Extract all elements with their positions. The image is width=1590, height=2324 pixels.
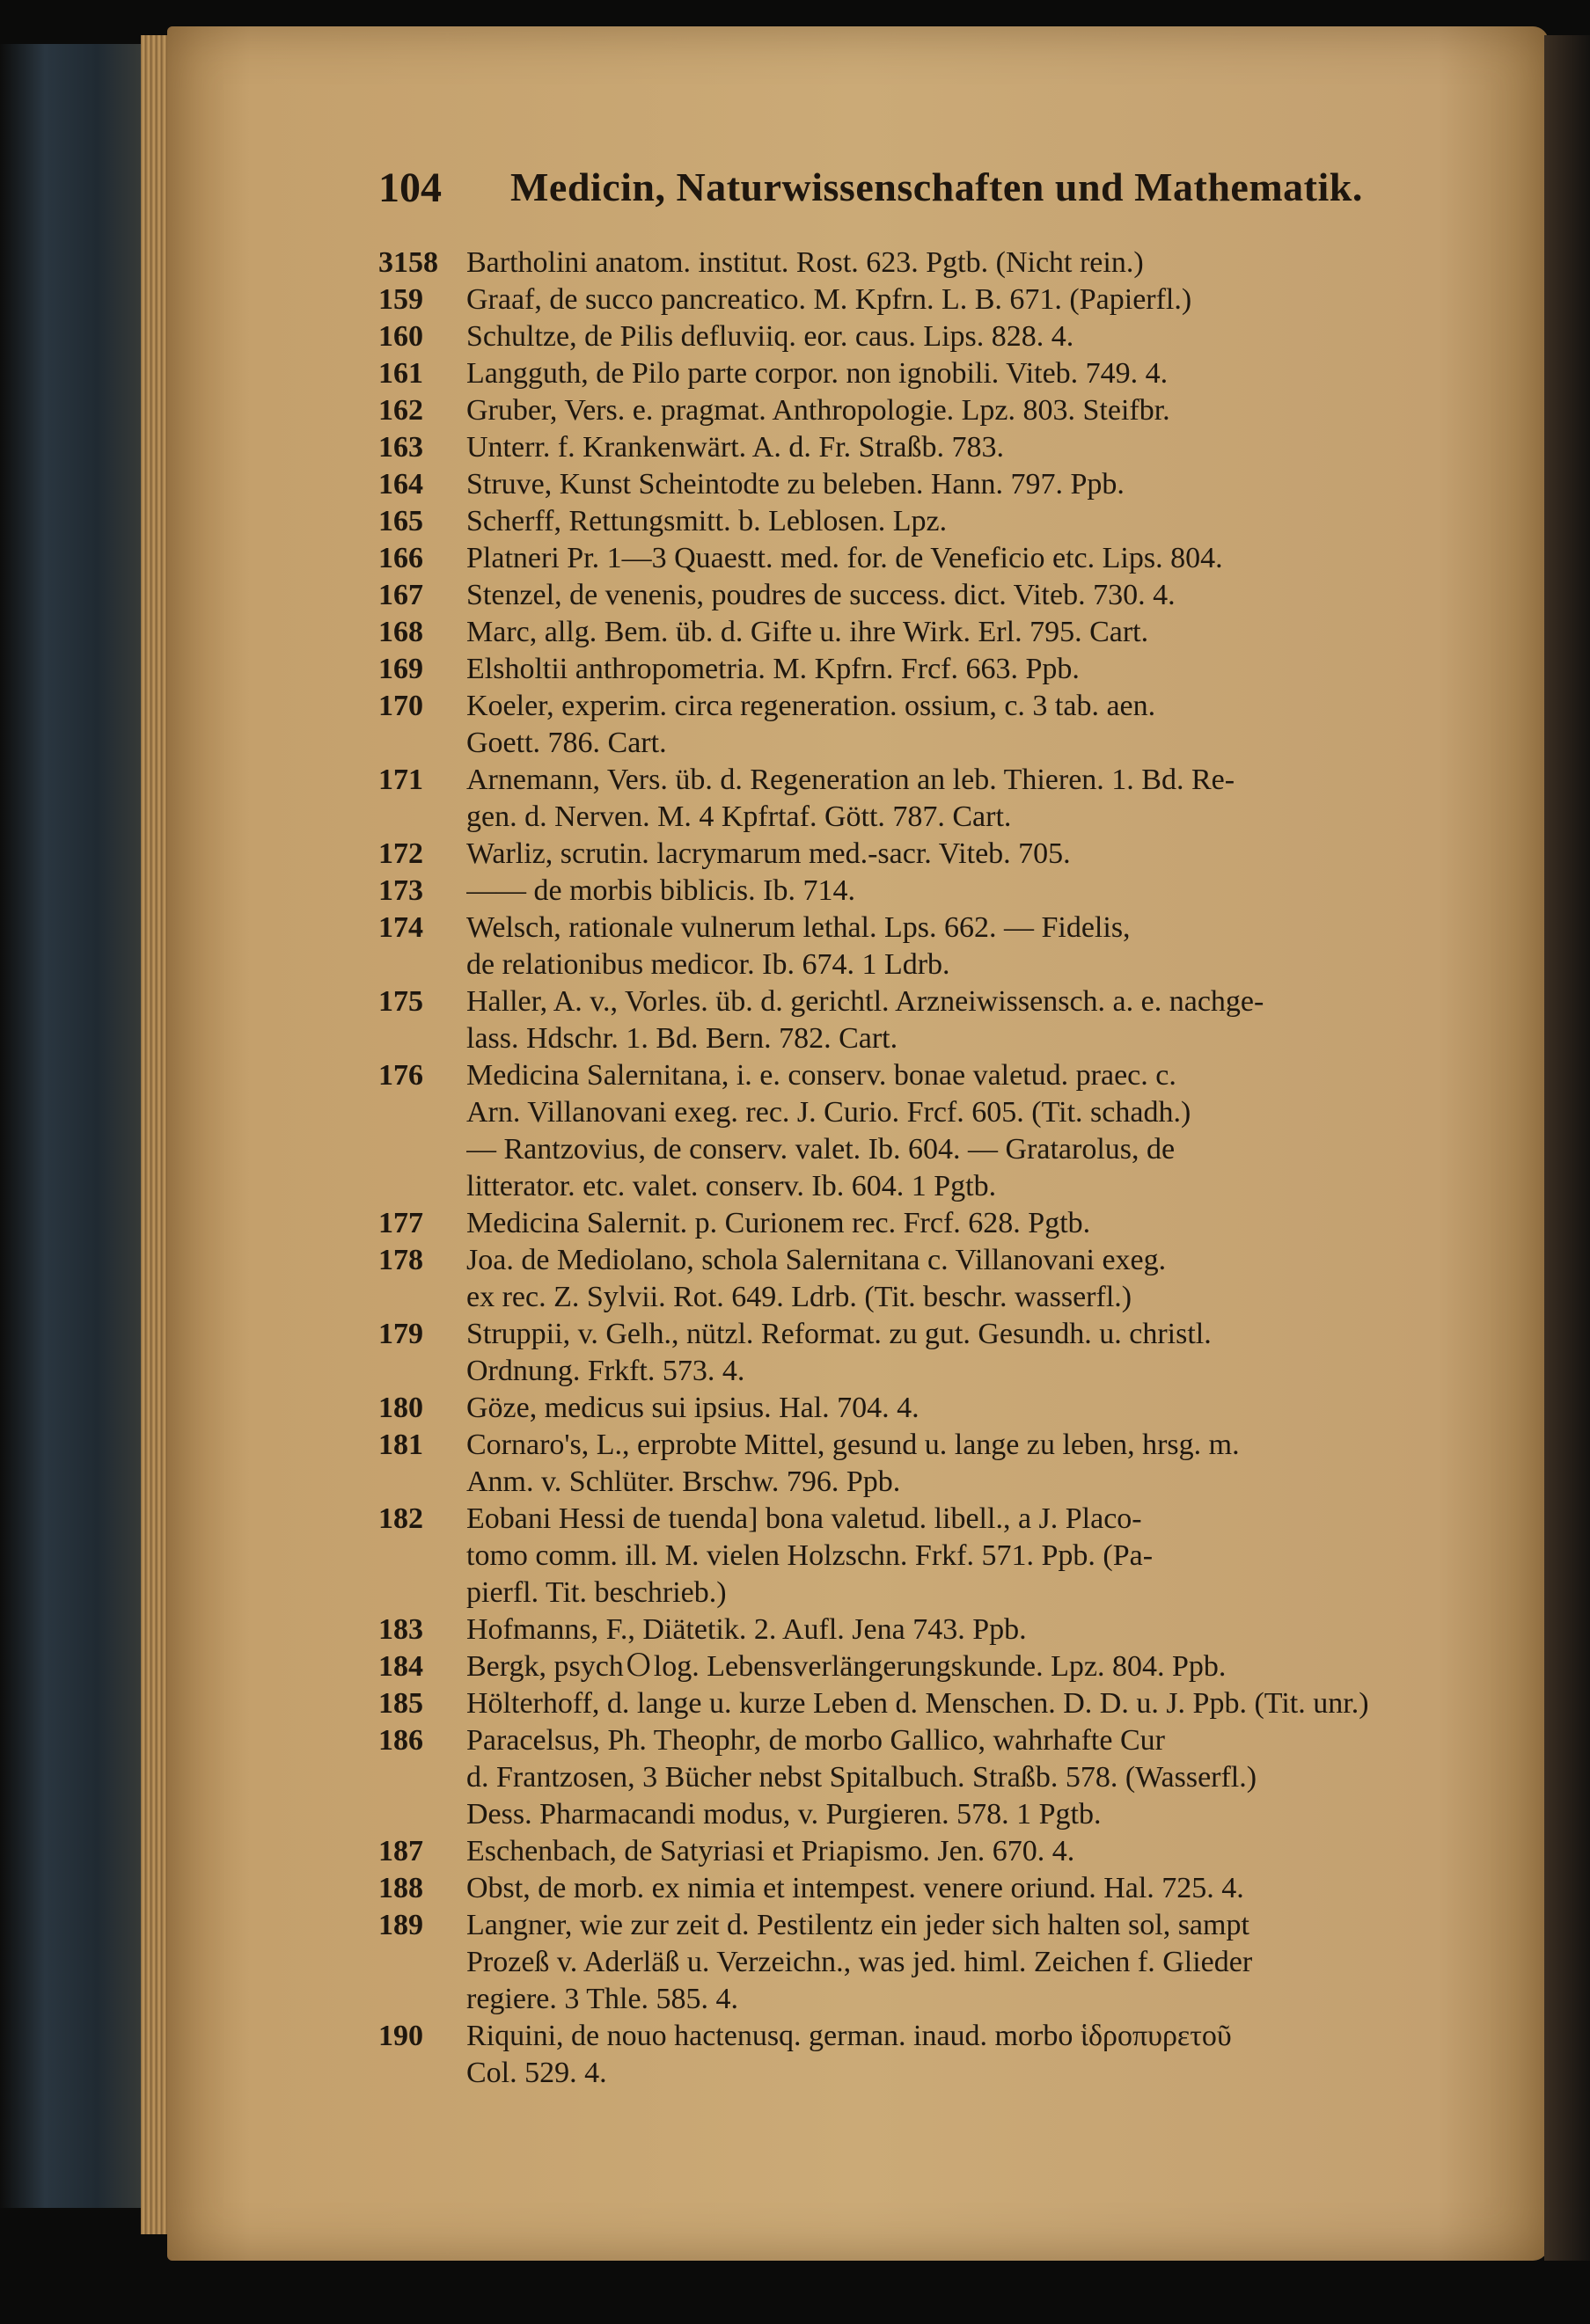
catalog-entry (378, 392, 1487, 429)
entry-line: Eobani Hessi de tuenda] bona valetud. libell., a J. Placo- (466, 1502, 1142, 1535)
entry-text (466, 873, 1487, 910)
entry-text (466, 503, 1487, 540)
entry-number: 167 (378, 579, 423, 611)
entry-line: Medicina Salernit. p. Curionem rec. Frcf. 628. Pgtb. (466, 1207, 1091, 1239)
entry-line: Anm. v. Schlüter. Brschw. 796. Ppb. (466, 1465, 901, 1498)
entry-text (466, 466, 1487, 503)
entry-line: Arn. Villanovani exeg. rec. J. Curio. Frcf. 605. (Tit. schadh.) (466, 1096, 1191, 1129)
catalog-entry (378, 1722, 1487, 1833)
catalog-entry (378, 577, 1487, 614)
entry-number: 188 (378, 1872, 423, 1904)
entry-number: 190 (378, 2020, 423, 2052)
entry-number: 189 (378, 1909, 423, 1941)
entry-number: 187 (378, 1835, 423, 1867)
entry-text (466, 836, 1487, 873)
entry-line: litterator. etc. valet. conserv. Ib. 604. 1 Pgtb. (466, 1170, 997, 1202)
entry-line: Medicina Salernitana, i. e. conserv. bonae valetud. praec. c. (466, 1059, 1176, 1092)
page-header (378, 164, 1363, 225)
entry-number: 184 (378, 1650, 423, 1683)
catalog-entries (378, 245, 1487, 2092)
entry-line: Ordnung. Frkft. 573. 4. (466, 1355, 745, 1387)
catalog-entry (378, 873, 1487, 910)
catalog-entry (378, 318, 1487, 355)
entry-text (466, 910, 1487, 983)
entry-number: 166 (378, 542, 423, 574)
catalog-entry (378, 1316, 1487, 1390)
entry-number: 186 (378, 1724, 423, 1757)
entry-line: Langguth, de Pilo parte corpor. non ignobili. Viteb. 749. 4. (466, 357, 1169, 390)
entry-text (466, 392, 1487, 429)
entry-text (466, 355, 1487, 392)
entry-text (466, 281, 1487, 318)
entry-line: Struppii, v. Gelh., nützl. Reformat. zu gut. Gesundh. u. christl. (466, 1318, 1212, 1350)
catalog-entry (378, 2018, 1487, 2092)
entry-line: Welsch, rationale vulnerum lethal. Lps. 662. — Fidelis, (466, 911, 1131, 944)
entry-number: 185 (378, 1687, 423, 1720)
entry-text (466, 1242, 1487, 1316)
entry-text (466, 614, 1487, 651)
entry-text (466, 1722, 1487, 1833)
entry-line: Haller, A. v., Vorles. üb. d. gerichtl. Arzneiwissensch. a. e. nachge- (466, 985, 1264, 1018)
entry-line: de relationibus medicor. Ib. 674. 1 Ldrb. (466, 948, 950, 981)
entry-text (466, 1648, 1487, 1685)
entry-line: Stenzel, de venenis, poudres de success. dict. Viteb. 730. 4. (466, 579, 1176, 611)
entry-line: Platneri Pr. 1—3 Quaestt. med. for. de Veneficio etc. Lips. 804. (466, 542, 1223, 574)
entry-line: Warliz, scrutin. lacrymarum med.-sacr. Viteb. 705. (466, 837, 1071, 870)
entry-text (466, 429, 1487, 466)
entry-line: Col. 529. 4. (466, 2057, 607, 2089)
entry-text (466, 1501, 1487, 1611)
entry-line: Marc, allg. Bem. üb. d. Gifte u. ihre Wirk. Erl. 795. Cart. (466, 616, 1149, 648)
catalog-entry (378, 281, 1487, 318)
catalog-entry (378, 651, 1487, 688)
entry-line: Schultze, de Pilis defluviiq. eor. caus. Lips. 828. 4. (466, 320, 1074, 353)
catalog-entry (378, 1057, 1487, 1205)
catalog-entry (378, 429, 1487, 466)
catalog-entry (378, 355, 1487, 392)
entry-text (466, 1907, 1487, 2018)
entry-line: Dess. Pharmacandi modus, v. Purgieren. 578. 1 Pgtb. (466, 1798, 1102, 1831)
entry-text (466, 1057, 1487, 1205)
entry-text (466, 762, 1487, 836)
entry-line: ex rec. Z. Sylvii. Rot. 649. Ldrb. (Tit. beschr. wasserfl.) (466, 1281, 1132, 1313)
entry-line: regiere. 3 Thle. 585. 4. (466, 1983, 739, 2015)
entry-text (466, 688, 1487, 762)
catalog-entry (378, 1242, 1487, 1316)
entry-number: 175 (378, 985, 423, 1018)
entry-text (466, 318, 1487, 355)
entry-line: Struve, Kunst Scheintodte zu beleben. Hann. 797. Ppb. (466, 468, 1125, 501)
entry-line: Hölterhoff, d. lange u. kurze Leben d. Menschen. D. D. u. J. Ppb. (Tit. unr.) (466, 1687, 1369, 1720)
entry-line: Göze, medicus sui ipsius. Hal. 704. 4. (466, 1392, 920, 1424)
entry-number: 173 (378, 874, 423, 907)
entry-line: Joa. de Mediolano, schola Salernitana c. Villanovani exeg. (466, 1244, 1167, 1276)
entry-line: Bartholini anatom. institut. Rost. 623. Pgtb. (Nicht rein.) (466, 246, 1144, 279)
catalog-entry (378, 910, 1487, 983)
entry-line: gen. d. Nerven. M. 4 Kpfrtaf. Gött. 787. Cart. (466, 800, 1012, 833)
catalog-entry (378, 540, 1487, 577)
entry-text (466, 983, 1487, 1057)
catalog-entry (378, 1390, 1487, 1427)
entry-number: 180 (378, 1392, 423, 1424)
catalog-entry (378, 1833, 1487, 1870)
entry-number: 168 (378, 616, 423, 648)
entry-text (466, 577, 1487, 614)
page-number: 104 (378, 164, 442, 211)
entry-number: 181 (378, 1429, 423, 1461)
catalog-entry (378, 762, 1487, 836)
catalog-entry (378, 1205, 1487, 1242)
entry-line: Riquini, de nouo hactenusq. german. inaud. morbo ἱδροπυρετοῦ (466, 2020, 1232, 2052)
entry-number: 170 (378, 690, 423, 722)
entry-text (466, 651, 1487, 688)
entry-line: tomo comm. ill. M. vielen Holzschn. Frkf. 571. Ppb. (Pa- (466, 1539, 1154, 1572)
catalog-entry (378, 1427, 1487, 1501)
entry-number: 177 (378, 1207, 423, 1239)
entry-line: Graaf, de succo pancreatico. M. Kpfrn. L. B. 671. (Papierfl.) (466, 283, 1192, 316)
entry-number: 3158 (378, 246, 438, 279)
entry-line: Paracelsus, Ph. Theophr, de morbo Gallico, wahrhafte Cur (466, 1724, 1165, 1757)
entry-text (466, 1611, 1487, 1648)
entry-number: 178 (378, 1244, 423, 1276)
entry-line: Koeler, experim. circa regeneration. ossium, c. 3 tab. aen. (466, 690, 1156, 722)
entry-line: Prozeß v. Aderläß u. Verzeichn., was jed. himl. Zeichen f. Glieder (466, 1946, 1253, 1978)
catalog-entry (378, 614, 1487, 651)
entry-number: 163 (378, 431, 423, 464)
entry-line: Cornaro's, L., erprobte Mittel, gesund u. lange zu leben, hrsg. m. (466, 1429, 1240, 1461)
catalog-entry (378, 503, 1487, 540)
entry-line: pierfl. Tit. beschrieb.) (466, 1576, 727, 1609)
entry-line: Scherff, Rettungsmitt. b. Leblosen. Lpz. (466, 505, 948, 537)
entry-number: 162 (378, 394, 423, 427)
running-title: Medicin, Naturwissenschaften und Mathematik. (510, 164, 1363, 209)
entry-text (466, 1316, 1487, 1390)
entry-line: Goett. 786. Cart. (466, 727, 667, 759)
entry-text (466, 1390, 1487, 1427)
entry-number: 159 (378, 283, 423, 316)
catalog-entry (378, 1648, 1487, 1685)
entry-line: Elsholtii anthropometria. M. Kpfrn. Frcf. 663. Ppb. (466, 653, 1080, 685)
entry-number: 171 (378, 764, 423, 796)
entry-line: Gruber, Vers. e. pragmat. Anthropologie. Lpz. 803. Steifbr. (466, 394, 1170, 427)
catalog-entry (378, 1870, 1487, 1907)
book-spine (0, 44, 150, 2208)
entry-line: lass. Hdschr. 1. Bd. Bern. 782. Cart. (466, 1022, 898, 1055)
entry-text (466, 1833, 1487, 1870)
entry-line: Eschenbach, de Satyriasi et Priapismo. Jen. 670. 4. (466, 1835, 1075, 1867)
catalog-entry (378, 466, 1487, 503)
catalog-entry (378, 1611, 1487, 1648)
catalog-entry (378, 245, 1487, 281)
entry-number: 183 (378, 1613, 423, 1646)
entry-line: Hofmanns, F., Diätetik. 2. Aufl. Jena 743. Ppb. (466, 1613, 1027, 1646)
entry-number: 179 (378, 1318, 423, 1350)
entry-text (466, 540, 1487, 577)
catalog-entry (378, 688, 1487, 762)
entry-text (466, 245, 1487, 281)
entry-number: 172 (378, 837, 423, 870)
entry-line: Langner, wie zur zeit d. Pestilentz ein jeder sich halten sol, sampt (466, 1909, 1249, 1941)
catalog-entry (378, 1907, 1487, 2018)
entry-number: 160 (378, 320, 423, 353)
entry-text (466, 1427, 1487, 1501)
entry-line: —— de morbis biblicis. Ib. 714. (466, 874, 855, 907)
catalog-entry (378, 1685, 1487, 1722)
catalog-entry (378, 836, 1487, 873)
entry-number: 176 (378, 1059, 423, 1092)
entry-text (466, 1205, 1487, 1242)
catalog-entry (378, 1501, 1487, 1611)
entry-line: Unterr. f. Krankenwärt. A. d. Fr. Straßb. 783. (466, 431, 1004, 464)
entry-line: Bergk, psychＯlog. Lebensverlängerungskunde. Lpz. 804. Ppb. (466, 1650, 1227, 1683)
entry-line: Obst, de morb. ex nimia et intempest. venere oriund. Hal. 725. 4. (466, 1872, 1244, 1904)
entry-line: d. Frantzosen, 3 Bücher nebst Spitalbuch. Straßb. 578. (Wasserfl.) (466, 1761, 1257, 1794)
entry-line: Arnemann, Vers. üb. d. Regeneration an leb. Thieren. 1. Bd. Re- (466, 764, 1235, 796)
entry-text (466, 1870, 1487, 1907)
entry-text (466, 1685, 1487, 1722)
catalog-entry (378, 983, 1487, 1057)
right-shadow (1544, 35, 1590, 2261)
entry-number: 164 (378, 468, 423, 501)
entry-number: 165 (378, 505, 423, 537)
entry-number: 169 (378, 653, 423, 685)
entry-number: 174 (378, 911, 423, 944)
entry-number: 161 (378, 357, 423, 390)
entry-text (466, 2018, 1487, 2092)
entry-number: 182 (378, 1502, 423, 1535)
entry-line: — Rantzovius, de conserv. valet. Ib. 604. — Gratarolus, de (466, 1133, 1176, 1166)
